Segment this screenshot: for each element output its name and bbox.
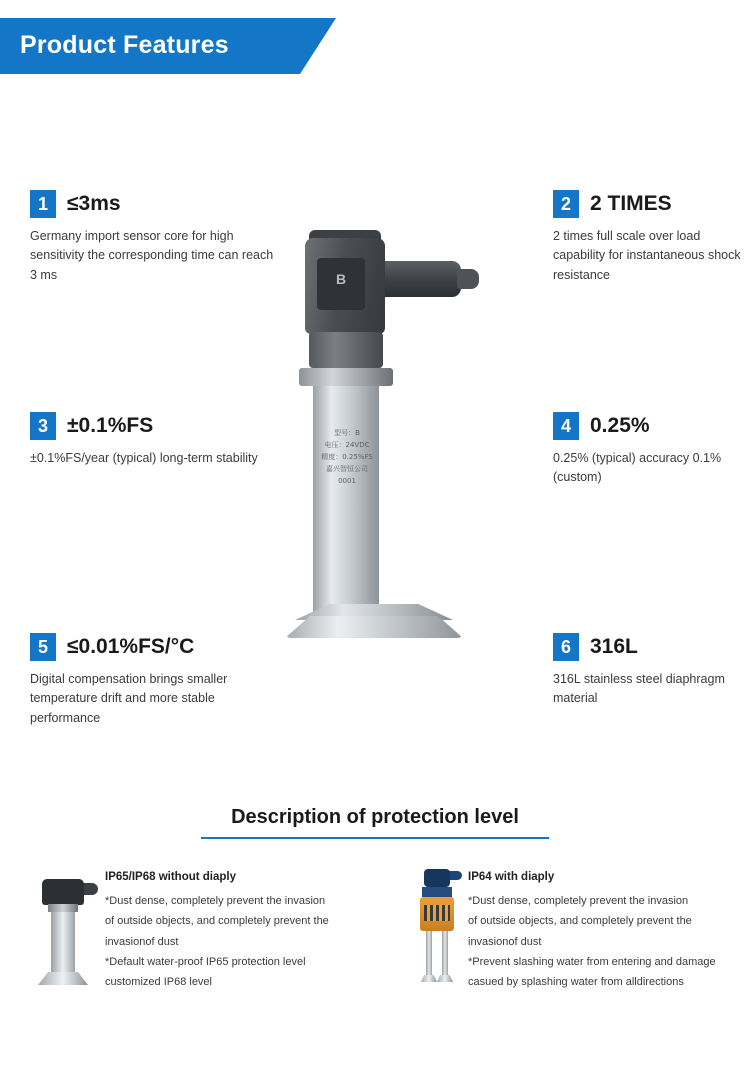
product-label-line: 电压：24VDC [324, 440, 370, 449]
product-body [313, 386, 379, 622]
protection-line: of outside objects, and completely prevent the [105, 915, 329, 928]
protection-text [468, 871, 740, 993]
product-label-line: 0001 [338, 476, 356, 485]
page-header [0, 18, 750, 74]
protection-line: invasionof dust [105, 935, 179, 948]
protection-section [0, 806, 750, 1031]
feature-description: 2 times full scale over load capability for instantaneous shock resistance [553, 229, 741, 282]
feature-heading [553, 190, 750, 218]
feature-heading [30, 412, 280, 440]
product-connector-letter: B [335, 271, 347, 287]
feature-title: 0.25% [590, 414, 650, 437]
feature-item-3 [30, 412, 280, 468]
header-slant [300, 18, 336, 74]
protection-heading: IP65/IP68 without diaply [105, 871, 237, 883]
feature-item-4 [553, 412, 750, 488]
protection-line: invasionof dust [468, 935, 542, 948]
product-neck [309, 332, 383, 368]
feature-number-badge: 4 [553, 412, 579, 440]
sensor-without-display-icon [38, 871, 100, 1001]
feature-number-badge: 3 [30, 412, 56, 440]
protection-line: *Dust dense, completely prevent the invasion [105, 895, 326, 907]
feature-number-badge: 6 [553, 633, 579, 661]
protection-item-ip65 [20, 871, 370, 993]
feature-item-5 [30, 633, 280, 728]
feature-number-badge: 2 [553, 190, 579, 218]
feature-title: ±0.1%FS [67, 414, 154, 437]
feature-description: Germany import sensor core for high sensitivity the corresponding time can reach 3 ms [30, 229, 274, 282]
feature-description: 0.25% (typical) accuracy 0.1% (custom) [553, 451, 722, 485]
protection-line: casued by splashing water from alldirections [468, 976, 684, 989]
protection-line: of outside objects, and completely prevent the [468, 915, 692, 928]
feature-heading [30, 190, 280, 218]
protection-heading: IP64 with diaply [468, 871, 555, 883]
feature-title: 316L [590, 635, 638, 658]
protection-line: *Prevent slashing water from entering and damage [468, 956, 716, 969]
protection-columns [0, 871, 750, 1031]
product-flange [285, 616, 463, 638]
feature-title: ≤3ms [67, 192, 121, 215]
product-label-line: 嘉兴智恒公司 [326, 464, 368, 473]
protection-item-ip64 [400, 871, 740, 993]
feature-heading [553, 633, 750, 661]
feature-heading [553, 412, 750, 440]
feature-title: 2 TIMES [590, 192, 672, 215]
feature-item-1 [30, 190, 280, 285]
product-label-line: 型号：B [334, 429, 360, 437]
protection-line: *Dust dense, completely prevent the invasion [468, 895, 689, 907]
protection-line: customized IP68 level [105, 976, 212, 989]
product-image [285, 228, 485, 658]
protection-line: *Default water-proof IP65 protection level [105, 956, 306, 969]
protection-title: Description of protection level [231, 806, 519, 828]
protection-text [105, 871, 370, 993]
sensor-with-display-icon [412, 865, 472, 997]
product-side-arm [381, 261, 461, 297]
feature-description: Digital compensation brings smaller temperature drift and more stable performance [30, 672, 228, 725]
protection-title-underline [201, 837, 549, 839]
feature-item-2 [553, 190, 750, 285]
product-collar [299, 368, 393, 386]
product-cable-tip [457, 269, 479, 289]
product-label-line: 精度：0.25%FS [321, 452, 373, 461]
feature-number-badge: 5 [30, 633, 56, 661]
page-title: Product Features [20, 31, 229, 59]
feature-description: ±0.1%FS/year (typical) long-term stability [30, 451, 258, 465]
feature-number-badge: 1 [30, 190, 56, 218]
feature-heading [30, 633, 280, 661]
feature-description: 316L stainless steel diaphragm material [553, 672, 725, 706]
feature-item-6 [553, 633, 750, 709]
product-label-text [317, 428, 377, 487]
feature-title: ≤0.01%FS/°C [67, 635, 195, 658]
